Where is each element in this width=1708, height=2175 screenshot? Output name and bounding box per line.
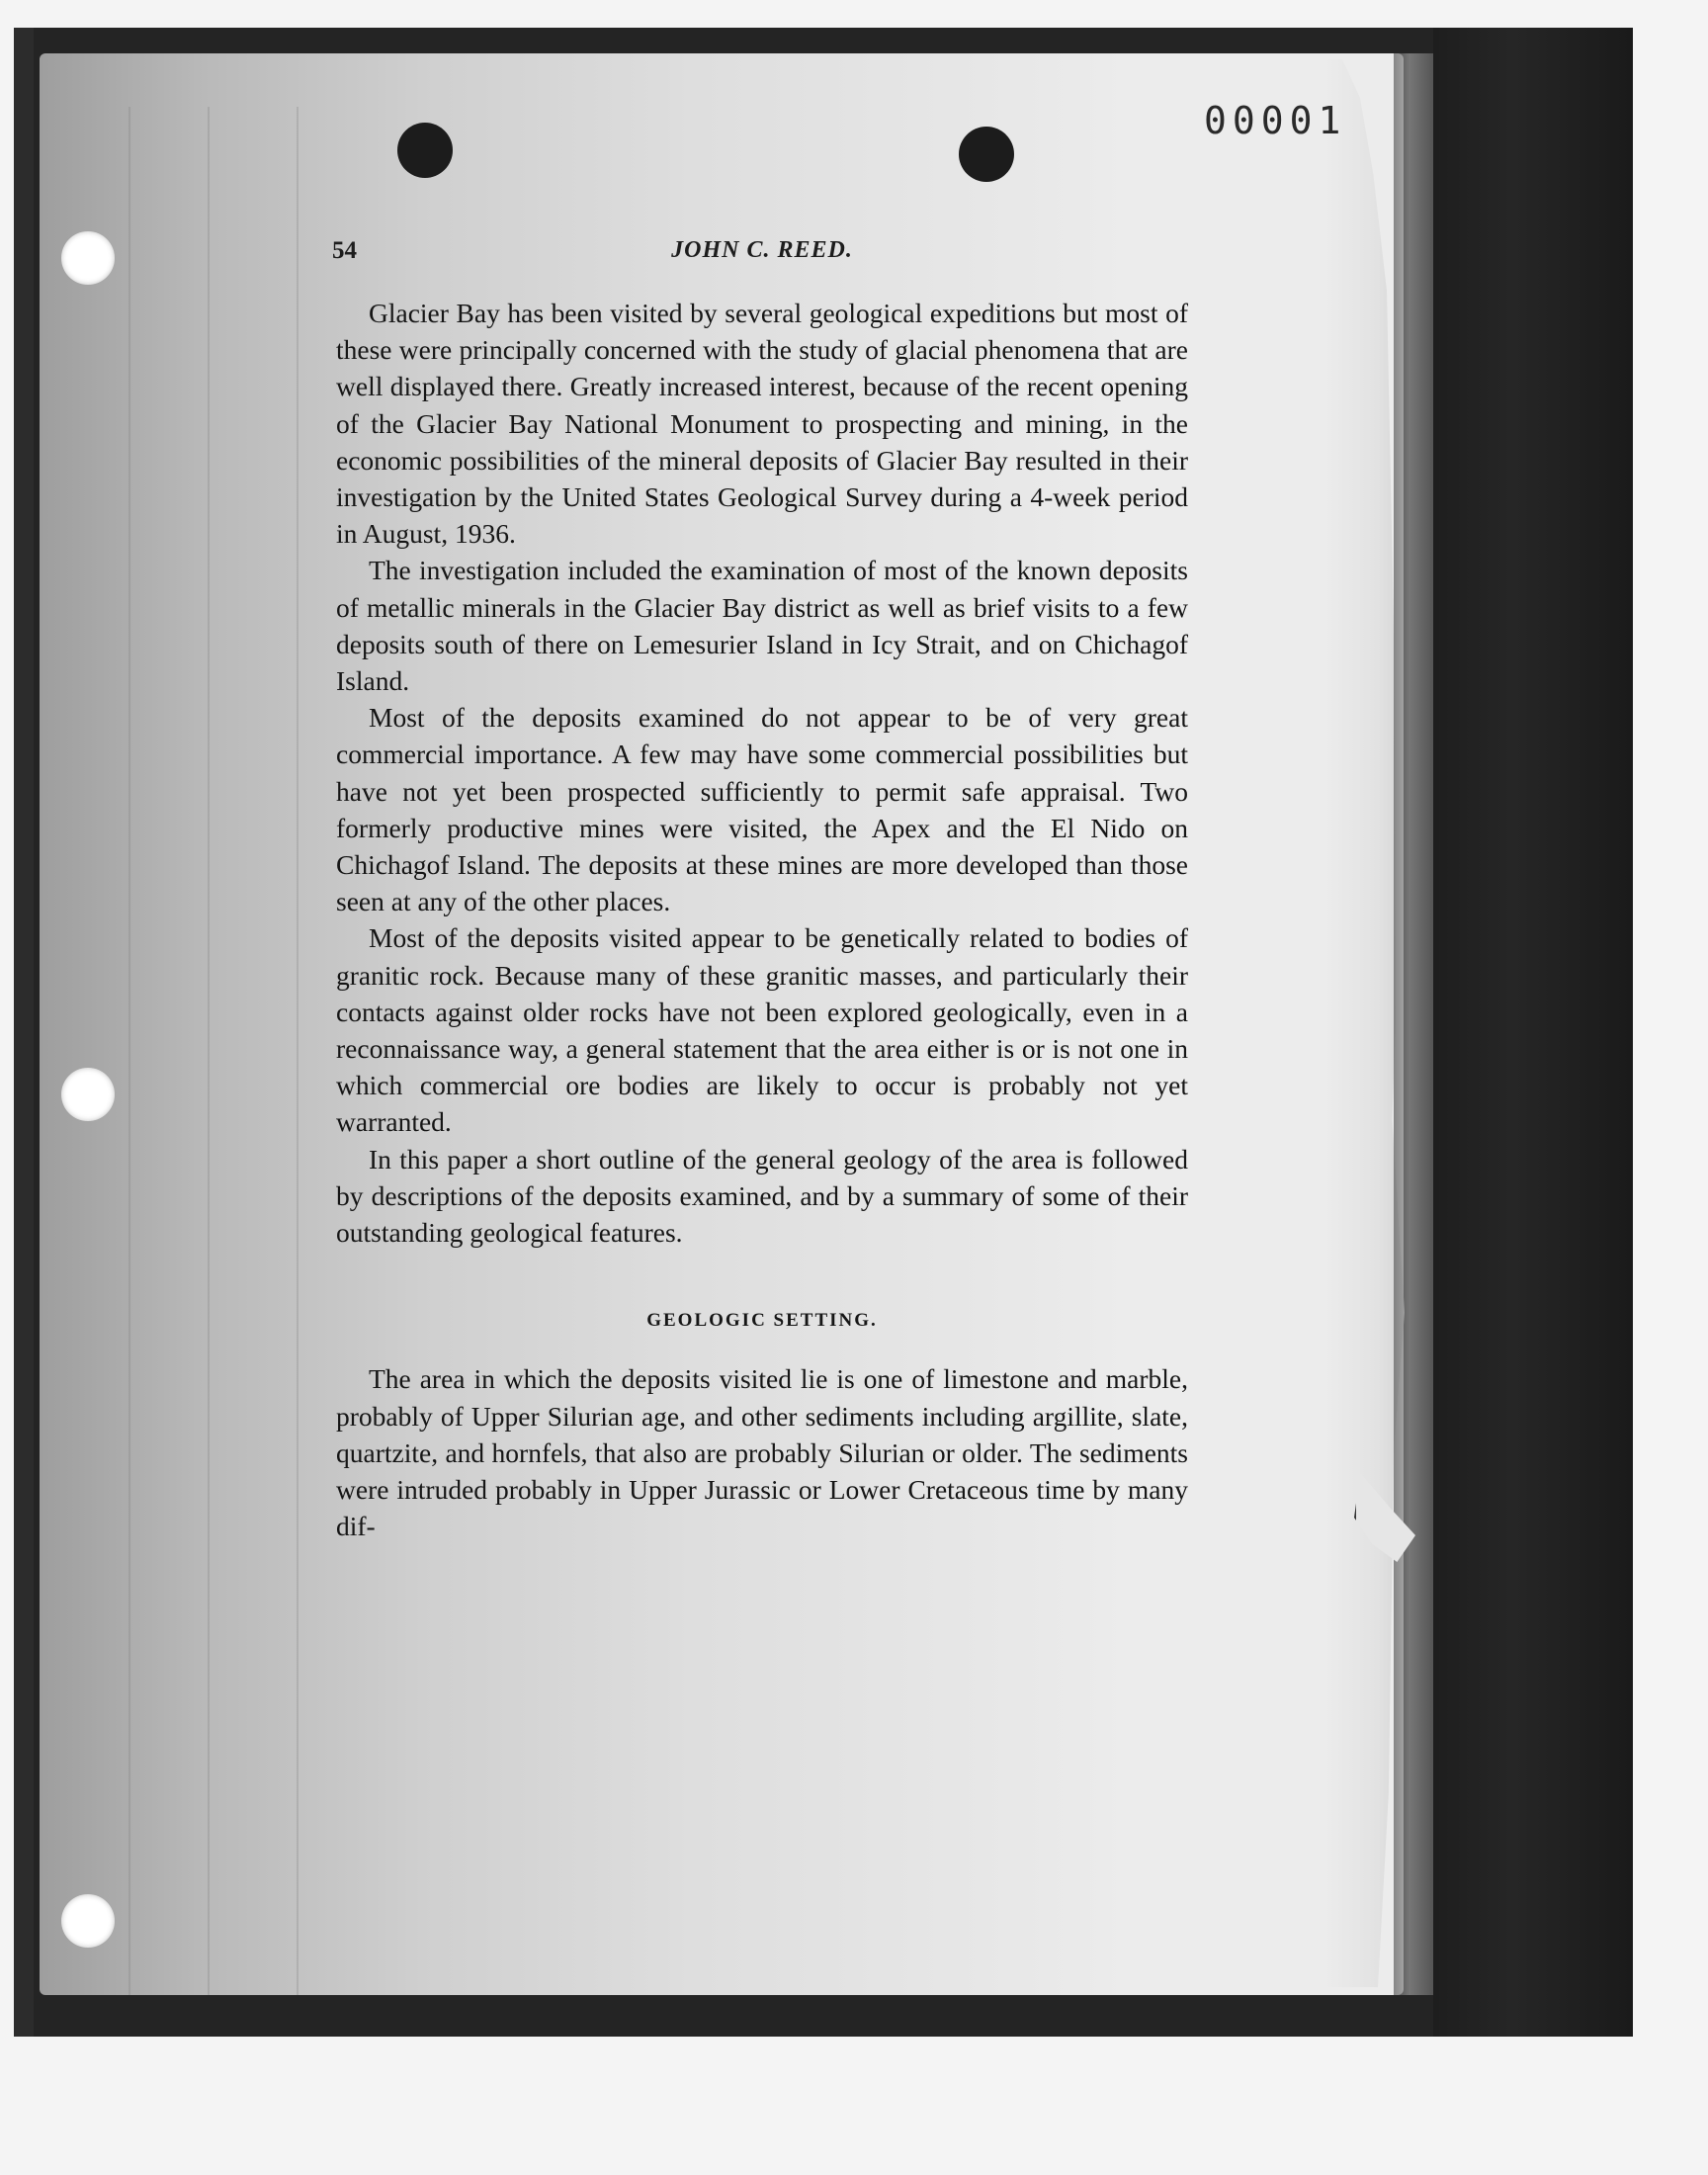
page-number: 54: [332, 237, 357, 264]
frame-left-edge: [14, 28, 34, 2037]
paragraph: The investigation included the examination of most of the known deposits of metallic minerals in the Glacier Bay district as well as brief visits to a few deposits south of there on Lemesurier Island in Icy Strait, and on Chichagof Island.: [336, 555, 1188, 697]
binding-hole-right: [959, 127, 1014, 182]
scan-streak: [128, 107, 130, 1995]
author-header: JOHN C. REED.: [671, 237, 853, 263]
body-text: [336, 295, 1188, 1545]
paragraph: Most of the deposits visited appear to be genetically related to bodies of granitic rock. Because many of these granitic masses, and particularly their contacts against older rocks have not been explored geologically, even in a reconnaissance way, a general statement that the area either is or is not one in which commercial ore bodies are likely to occur is probably not yet warranted.: [336, 922, 1188, 1138]
paragraph: Glacier Bay has been visited by several geological expeditions but most of these were principally concerned with the study of glacial phenomena that are well displayed there. Greatly increased interest, because of the recent opening of the Glacier Bay National Monument to prospecting and mining, in the economic possibilities of the mineral deposits of Glacier Bay resulted in their investigation by the United States Geological Survey during a 4-week period in August, 1936.: [336, 298, 1188, 550]
scan-streak: [297, 107, 299, 1995]
section-heading: GEOLOGIC SETTING.: [646, 1310, 878, 1332]
binding-hole-left: [397, 123, 453, 178]
punch-hole-middle: [61, 1068, 115, 1121]
frame-number: 00001: [1204, 99, 1347, 142]
paragraph: In this paper a short outline of the general geology of the area is followed by descriptions of the deposits examined, and by a summary of some of their outstanding geological features.: [336, 1143, 1188, 1249]
punch-hole-top: [61, 231, 115, 285]
frame-dark-margin: [1433, 28, 1633, 2037]
paragraph: Most of the deposits examined do not appear to be of very great commercial importance. A few may have some commercial possibilities but have not yet been prospected sufficiently to permit safe appraisal. Two formerly productive mines were visited, the Apex and the El Nido on Chichagof Island. The deposits at these mines are more developed than those seen at any of the other places.: [336, 702, 1188, 917]
binder-edge: [1394, 53, 1433, 1995]
scan-streak: [208, 107, 210, 1995]
paragraph: The area in which the deposits visited lie is one of limestone and marble, probably of Upper Silurian age, and other sediments including argillite, slate, quartzite, and hornfels, that also are probably Silurian or older. The sediments were intruded probably in Upper Jurassic or Lower Cretaceous time by many dif-: [336, 1363, 1188, 1542]
punch-hole-bottom: [61, 1894, 115, 1948]
